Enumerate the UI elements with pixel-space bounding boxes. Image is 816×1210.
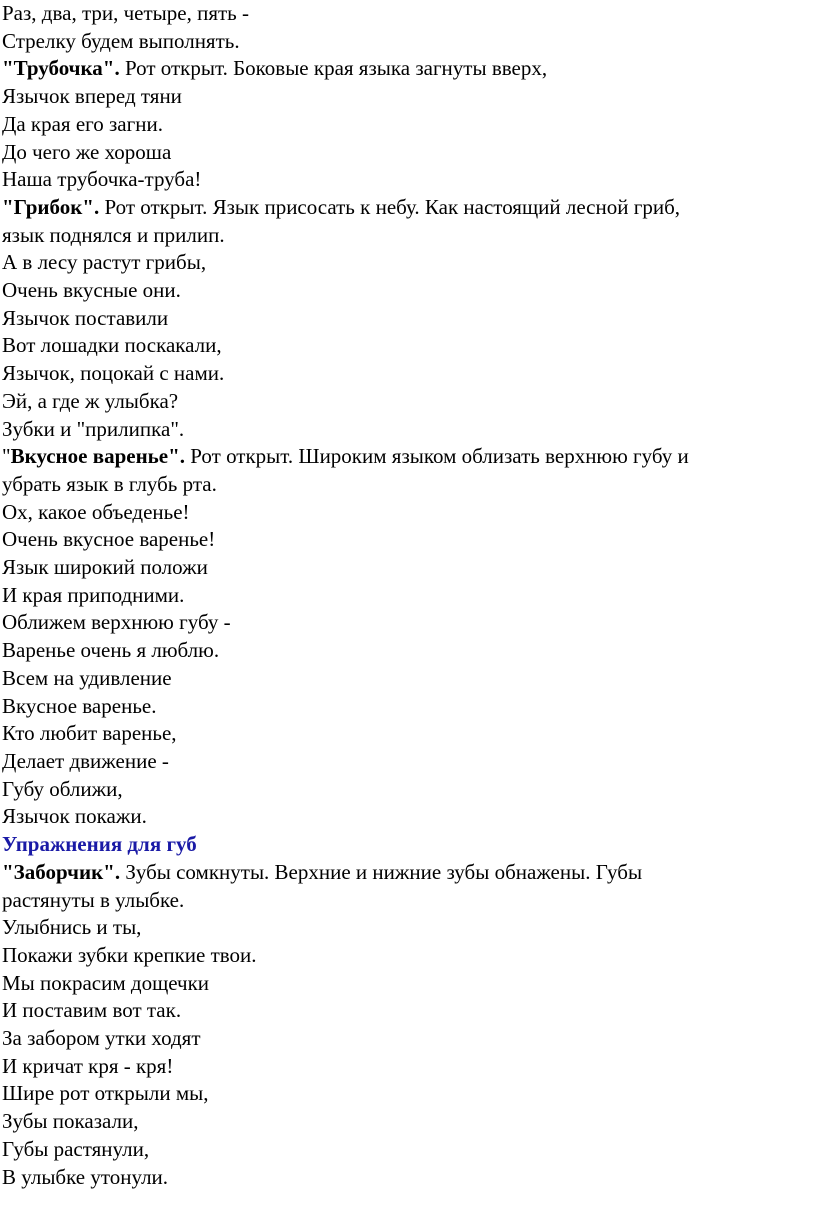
exercise-title: Вкусное варенье". [10, 444, 186, 469]
text-line [2, 305, 814, 333]
line-text: Зубы сомкнуты. Верхние и нижние зубы обнажены. Губы [120, 859, 643, 884]
line-text: За забором утки ходят [2, 1026, 201, 1051]
text-line [2, 83, 814, 111]
line-text: Делает движение - [2, 748, 169, 773]
text-line [2, 222, 814, 250]
line-text: Стрелку будем выполнять. [2, 28, 240, 53]
text-line [2, 776, 814, 804]
text-line [2, 1108, 814, 1136]
line-text: До чего же хороша [2, 139, 172, 164]
text-line [2, 693, 814, 721]
line-text: Кто любит варенье, [2, 721, 177, 746]
line-text: растянуты в улыбке. [2, 887, 185, 912]
text-line [2, 665, 814, 693]
line-text: Язычок вперед тяни [2, 84, 182, 109]
exercise-title: "Трубочка". [2, 56, 120, 81]
line-text: Да края его загни. [2, 111, 163, 136]
text-line [2, 332, 814, 360]
section-heading-text: Упражнения для губ [2, 832, 197, 857]
quote-prefix: " [2, 444, 11, 469]
line-text: Губу оближи, [2, 776, 123, 801]
text-line [2, 914, 814, 942]
text-line [2, 1164, 814, 1192]
line-text: Ох, какое объеденье! [2, 499, 190, 524]
text-line [2, 360, 814, 388]
text-line [2, 194, 814, 222]
text-line [2, 249, 814, 277]
line-text: Зубки и "прилипка". [2, 416, 185, 441]
text-line [2, 582, 814, 610]
line-text: Язычок покажи. [2, 804, 147, 829]
line-text: Эй, а где ж улыбка? [2, 388, 179, 413]
text-line [2, 970, 814, 998]
text-line [2, 942, 814, 970]
line-text: Раз, два, три, четыре, пять - [2, 1, 249, 25]
text-line [2, 526, 814, 554]
line-text: Зубы показали, [2, 1109, 139, 1134]
text-line [2, 416, 814, 444]
text-line [2, 859, 814, 887]
line-text: Наша трубочка-труба! [2, 167, 202, 192]
text-line [2, 0, 814, 28]
line-text: Язык широкий положи [2, 555, 208, 580]
line-text: Рот открыт. Язык присосать к небу. Как настоящий лесной гриб, [99, 194, 681, 219]
exercise-title: "Заборчик". [2, 859, 121, 884]
text-line [2, 1025, 814, 1053]
text-line [2, 720, 814, 748]
text-line [2, 166, 814, 194]
line-text: Шире рот открыли мы, [2, 1081, 209, 1106]
text-line [2, 471, 814, 499]
section-heading [2, 831, 814, 859]
text-line [2, 609, 814, 637]
text-line [2, 388, 814, 416]
text-line [2, 55, 814, 83]
text-line [2, 997, 814, 1025]
line-text: Очень вкусные они. [2, 278, 181, 303]
line-text: Мы покрасим дощечки [2, 970, 210, 995]
line-text: Язычок поставили [2, 305, 169, 330]
text-line [2, 637, 814, 665]
line-text: И кричат кря - кря! [2, 1053, 174, 1078]
line-text: И края приподними. [2, 582, 185, 607]
line-text: Покажи зубки крепкие твои. [2, 942, 257, 967]
text-line [2, 748, 814, 776]
line-text: Губы растянули, [2, 1136, 150, 1161]
line-text: Рот открыт. Боковые края языка загнуты вверх, [119, 56, 548, 81]
text-line [2, 277, 814, 305]
line-text: Очень вкусное варенье! [2, 527, 216, 552]
text-line [2, 111, 814, 139]
line-text: В улыбке утонули. [2, 1164, 169, 1189]
document-body [2, 0, 814, 1191]
text-line [2, 887, 814, 915]
text-line [2, 803, 814, 831]
text-line [2, 499, 814, 527]
text-line [2, 1136, 814, 1164]
line-text: Язычок, поцокай с нами. [2, 361, 225, 386]
line-text: А в лесу растут грибы, [2, 250, 207, 275]
line-text: И поставим вот так. [2, 998, 182, 1023]
line-text: Всем на удивление [2, 665, 172, 690]
line-text: Вот лошадки поскакали, [2, 333, 222, 358]
text-line [2, 1053, 814, 1081]
line-text: Улыбнись и ты, [2, 915, 142, 940]
line-text: Рот открыт. Широким языком облизать верхнюю губу и [185, 444, 689, 469]
line-text: язык поднялся и прилип. [2, 222, 225, 247]
text-line [2, 28, 814, 56]
line-text: Оближем верхнюю губу - [2, 610, 231, 635]
exercise-title: "Грибок". [2, 194, 100, 219]
line-text: убрать язык в глубь рта. [2, 471, 217, 496]
text-line [2, 554, 814, 582]
line-text: Варенье очень я люблю. [2, 638, 220, 663]
text-line [2, 1080, 814, 1108]
text-line [2, 443, 814, 471]
line-text: Вкусное варенье. [2, 693, 157, 718]
text-line [2, 139, 814, 167]
